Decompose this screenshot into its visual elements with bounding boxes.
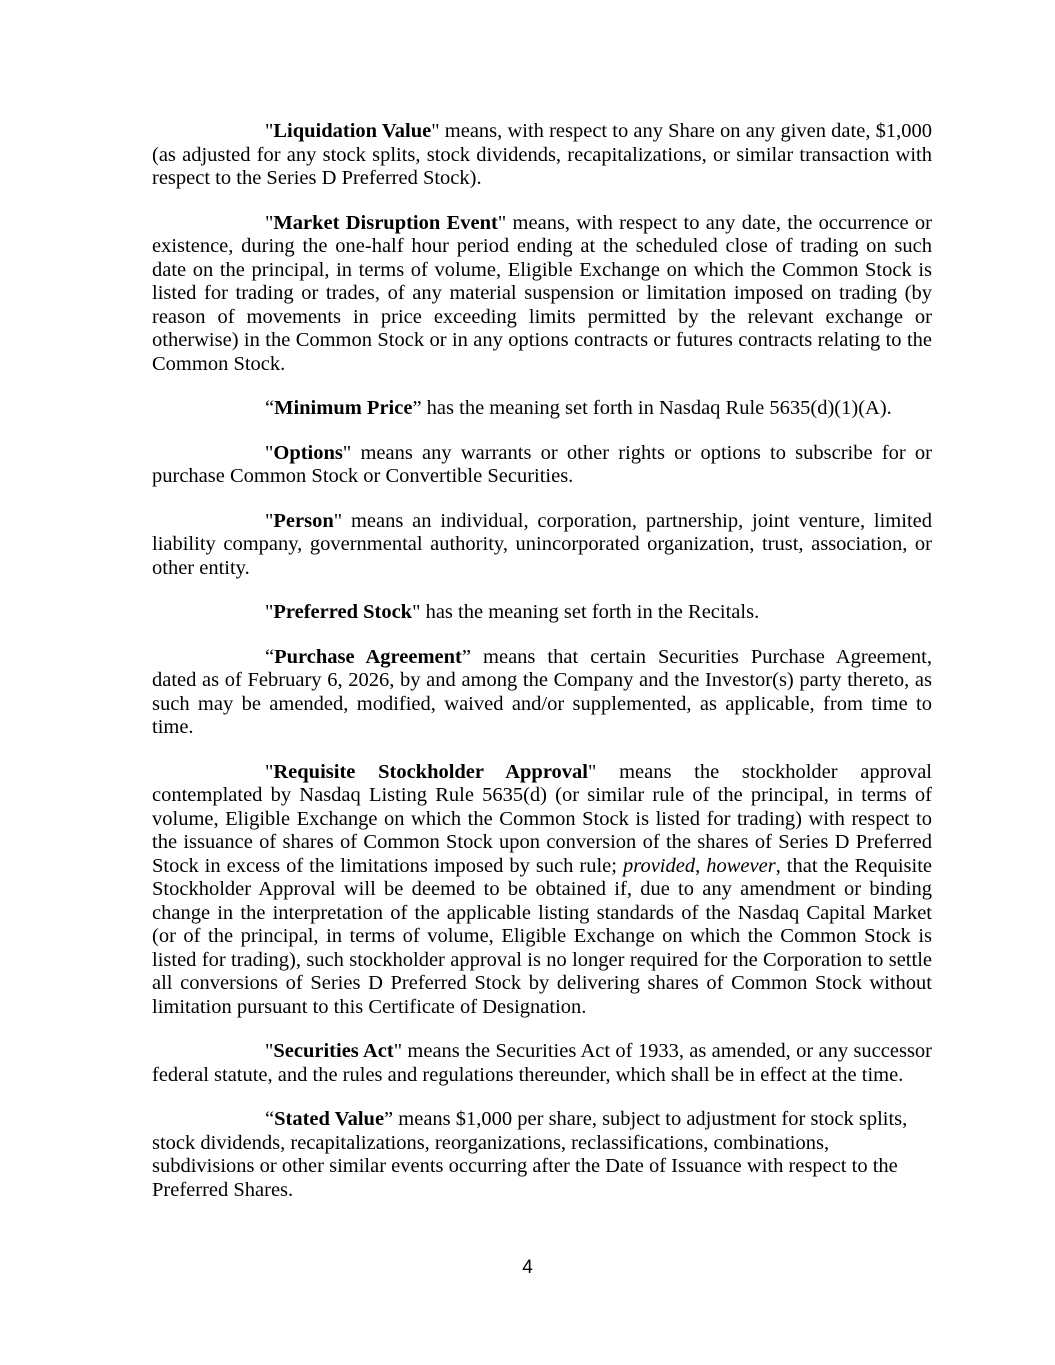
paragraph-requisite-stockholder-approval [152, 761, 932, 1020]
defined-term: Minimum Price [274, 397, 413, 419]
paragraph-liquidation-value [152, 120, 932, 191]
text-run: , that the Requisite Stockholder Approval will be deemed to be obtained if, due to any amendment or binding change in the interpretation of the applicable listing standards of the Nasdaq Capital Market (or of the principal, in terms of volume, Eligible Exchange on which the Common Stock is listed for trading), such stockholder approval is no longer required for the Corporation to settle all conversions of Series D Preferred Stock by delivering shares of Common Stock without limitation pursuant to this Certificate of Designation. [152, 854, 933, 1018]
text-run: “ [265, 645, 275, 668]
text-run: " [265, 601, 274, 623]
text-run: " means any warrants or other rights or options to subscribe for or purchase Common Stock or Convertible Securities. [152, 441, 932, 487]
paragraph-securities-act [152, 1040, 932, 1087]
text-run: “ [265, 397, 275, 419]
paragraph-stated-value [152, 1108, 932, 1202]
text-run: " [265, 120, 274, 142]
text-run: " [265, 509, 274, 532]
defined-term: Options [273, 441, 343, 464]
text-run: " means, with respect to any date, the occurrence or existence, during the one-half hour period ending at the scheduled close of trading on such date on the principal, in terms of volume, Eligible Exchange on which the Common Stock is listed for trading or trades, of any material suspension or limitation imposed on trading (by reason of movements in price exceeding limits permitted by the relevant exchange or otherwise) in the Common Stock or in any options contracts or futures contracts relating to the Common Stock. [152, 211, 932, 375]
defined-term: Liquidation Value [273, 120, 432, 142]
text-run: " means, with respect to any Share on any given date, $1,000 (as adjusted for any stock splits, stock dividends, recapitalizations, or similar transaction with respect to the Series D Preferred Stock). [152, 120, 932, 189]
text-run: " [265, 760, 274, 783]
italic-text: however [706, 854, 776, 877]
text-run: ” means $1,000 per share, subject to adjustment for stock splits, stock dividends, recapitalizations, reorganizations, reclassifications, combinations, subdivisions or other similar events occurring after the Date of Issuance with respect to the Preferred Shares. [152, 1108, 908, 1201]
paragraph-options [152, 442, 932, 489]
text-run: " [265, 211, 274, 234]
text-run: ” means that certain Securities Purchase Agreement, dated as of February 6, 2026, by and among the Company and the Investor(s) party thereto, as such may be amended, modified, waived and/or supplemented, as applicable, from time to time. [152, 645, 932, 738]
paragraph-person [152, 510, 932, 581]
text-run: " means an individual, corporation, partnership, joint venture, limited liability company, governmental authority, unincorporated organization, trust, association, or other entity. [152, 509, 932, 579]
text-run: " [265, 441, 274, 464]
text-run: " has the meaning set forth in the Recitals. [412, 601, 760, 623]
defined-term: Market Disruption Event [273, 211, 498, 234]
text-run: " [265, 1040, 274, 1062]
defined-term: Requisite Stockholder Approval [273, 760, 588, 783]
defined-term: Securities Act [273, 1040, 394, 1062]
paragraph-market-disruption-event [152, 212, 932, 377]
definitions-body [152, 120, 932, 1223]
italic-text: provided [622, 854, 696, 877]
defined-term: Preferred Stock [273, 601, 413, 623]
text-run: " means the stockholder approval contemplated by Nasdaq Listing Rule 5635(d) (or similar rule of the principal, in terms of volume, Eligible Exchange on which the Common Stock is listed for trading) with respect to the issuance of shares of Common Stock upon conversion of the shares of Series D Preferred Stock in excess of the limitations imposed by such rule; [152, 760, 932, 877]
defined-term: Person [273, 509, 334, 532]
text-run: “ [265, 1108, 275, 1130]
paragraph-purchase-agreement [152, 646, 932, 740]
text-run: ” has the meaning set forth in Nasdaq Rule 5635(d)(1)(A). [412, 397, 892, 419]
paragraph-preferred-stock [152, 601, 932, 625]
defined-term: Stated Value [274, 1108, 385, 1130]
defined-term: Purchase Agreement [274, 645, 462, 668]
page-number: 4 [522, 1257, 533, 1278]
text-run: " means the Securities Act of 1933, as amended, or any successor federal statute, and the rules and regulations thereunder, which shall be in effect at the time. [152, 1040, 933, 1086]
text-run: , [695, 854, 707, 877]
paragraph-minimum-price [152, 397, 932, 421]
